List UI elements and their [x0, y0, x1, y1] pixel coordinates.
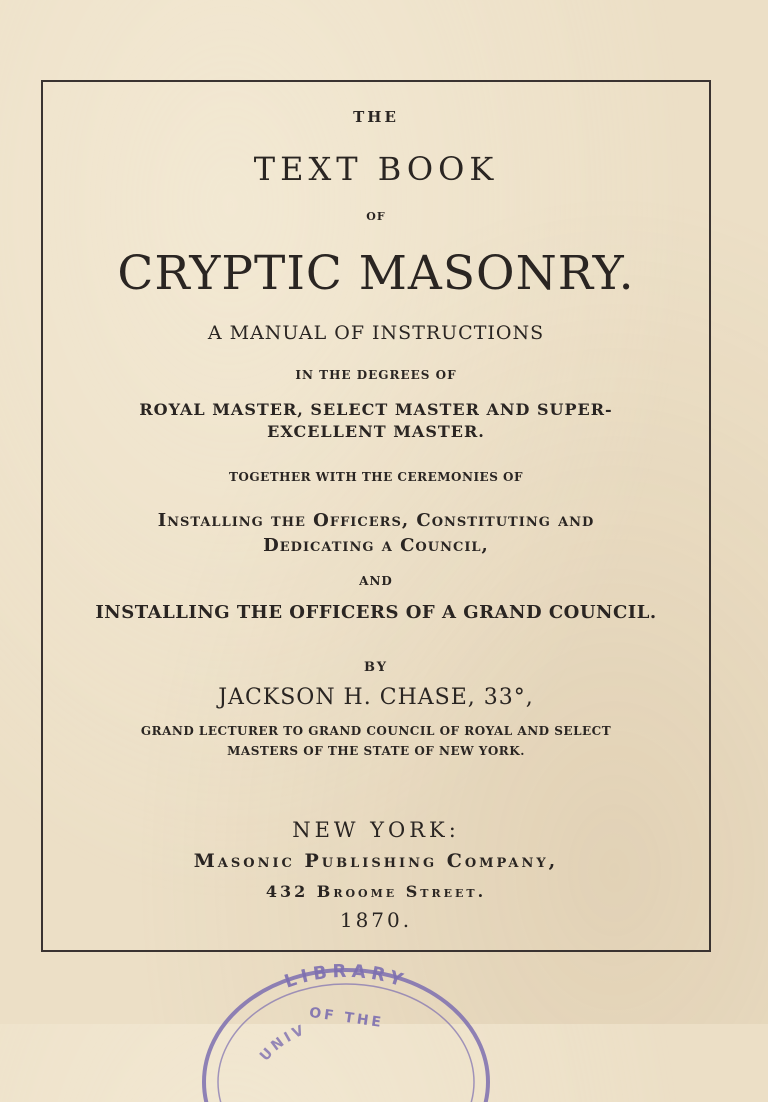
imprint-address: 432 Broome Street.	[265, 882, 487, 901]
stamp-outer-ring	[204, 970, 488, 1102]
subtitle-in-the-degrees: IN THE DEGREES OF	[295, 368, 457, 382]
title-page-border	[41, 80, 711, 952]
grand-council-line: INSTALLING THE OFFICERS OF A GRAND COUNCIL.	[95, 602, 657, 623]
subtitle-manual: A MANUAL OF INSTRUCTIONS	[207, 322, 545, 344]
library-stamp	[196, 962, 496, 1102]
stamp-text-bottom: UNIV	[256, 1021, 309, 1065]
author-title-line-1: GRAND LECTURER TO GRAND COUNCIL OF ROYAL AND SELECT	[140, 724, 612, 738]
author-name: JACKSON H. CHASE, 33°,	[218, 685, 534, 710]
author-title-line-2: MASTERS OF THE STATE OF NEW YORK.	[227, 744, 525, 758]
stamp-text-mid: OF THE	[308, 1004, 385, 1032]
imprint-city: NEW YORK:	[292, 818, 460, 842]
main-title: CRYPTIC MASONRY.	[117, 246, 635, 301]
by-line: BY	[363, 660, 389, 675]
degrees-line-2: EXCELLENT MASTER.	[267, 422, 485, 441]
together-with-ceremonies: TOGETHER WITH THE CEREMONIES OF	[228, 470, 524, 484]
imprint-publisher: Masonic Publishing Company,	[193, 850, 559, 872]
title-of: OF	[366, 210, 386, 223]
imprint-year: 1870.	[339, 908, 413, 932]
ceremony-line-2: Dedicating a Council,	[263, 535, 489, 556]
ceremony-line-1: Installing the Officers, Constituting and	[157, 510, 595, 531]
degrees-line-1: ROYAL MASTER, SELECT MASTER AND SUPER-	[139, 400, 613, 419]
stamp-inner-ring	[218, 984, 474, 1102]
stamp-text-top: LIBRARY	[281, 962, 411, 993]
title-the: THE	[353, 108, 399, 126]
title-text-book: TEXT BOOK	[253, 150, 499, 188]
conjunction-and: AND	[359, 574, 393, 588]
